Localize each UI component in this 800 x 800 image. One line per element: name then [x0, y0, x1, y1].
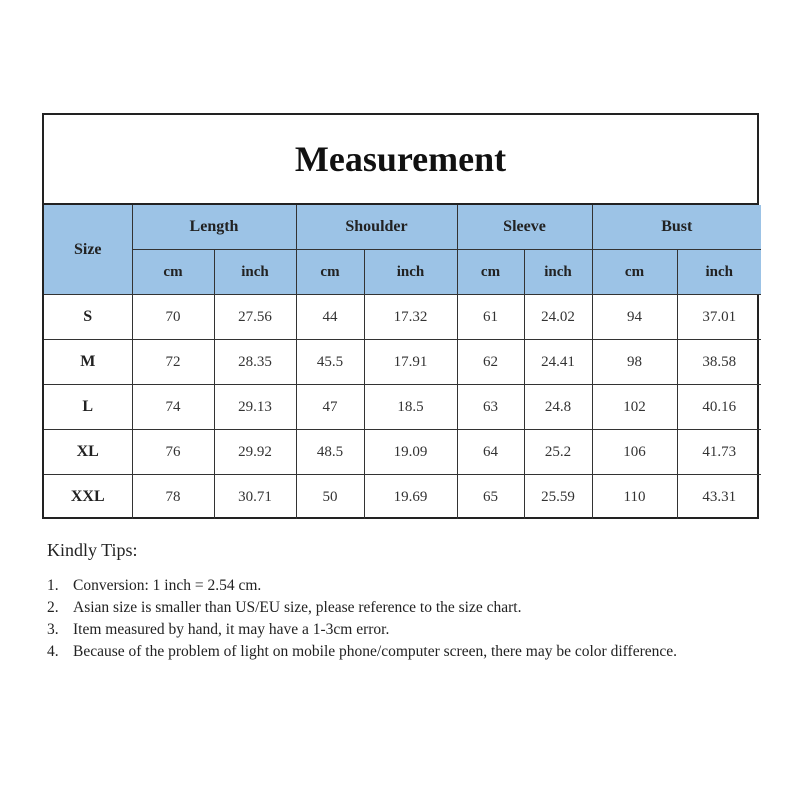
value-cell: 63: [457, 385, 524, 430]
value-cell: 74: [132, 385, 214, 430]
unit-header: cm: [296, 250, 364, 295]
value-cell: 28.35: [214, 340, 296, 385]
value-cell: 106: [592, 430, 677, 475]
value-cell: 25.2: [524, 430, 592, 475]
unit-header: inch: [214, 250, 296, 295]
table-body: [44, 295, 761, 520]
value-cell: 72: [132, 340, 214, 385]
value-cell: 70: [132, 295, 214, 340]
value-cell: 45.5: [296, 340, 364, 385]
unit-header: cm: [592, 250, 677, 295]
value-cell: 78: [132, 475, 214, 520]
tip-item: [47, 641, 727, 663]
value-cell: 40.16: [677, 385, 761, 430]
value-cell: 110: [592, 475, 677, 520]
group-header-length: Length: [132, 205, 296, 250]
value-cell: 102: [592, 385, 677, 430]
tip-number: 1.: [47, 577, 59, 594]
unit-header: inch: [677, 250, 761, 295]
value-cell: 29.13: [214, 385, 296, 430]
size-chart: [42, 113, 759, 519]
unit-header: cm: [457, 250, 524, 295]
table-row: [44, 475, 761, 520]
value-cell: 98: [592, 340, 677, 385]
group-header-shoulder: Shoulder: [296, 205, 457, 250]
value-cell: 41.73: [677, 430, 761, 475]
tips-heading: Kindly Tips:: [47, 540, 138, 560]
value-cell: 44: [296, 295, 364, 340]
tip-item: [47, 619, 727, 641]
value-cell: 24.02: [524, 295, 592, 340]
value-cell: 48.5: [296, 430, 364, 475]
tip-text: Conversion: 1 inch = 2.54 cm.: [73, 577, 262, 594]
value-cell: 94: [592, 295, 677, 340]
tip-text: Because of the problem of light on mobile phone/computer screen, there may be color difference.: [73, 643, 677, 660]
value-cell: 50: [296, 475, 364, 520]
unit-header: cm: [132, 250, 214, 295]
table-row: [44, 295, 761, 340]
unit-header: inch: [524, 250, 592, 295]
value-cell: 29.92: [214, 430, 296, 475]
tip-text: Asian size is smaller than US/EU size, please reference to the size chart.: [73, 599, 522, 616]
value-cell: 37.01: [677, 295, 761, 340]
chart-title: Measurement: [44, 115, 757, 205]
value-cell: 76: [132, 430, 214, 475]
value-cell: 38.58: [677, 340, 761, 385]
size-cell: L: [44, 385, 132, 430]
unit-header: inch: [364, 250, 457, 295]
table-row: [44, 385, 761, 430]
tips-list: [47, 575, 727, 663]
size-cell: XXL: [44, 475, 132, 520]
value-cell: 27.56: [214, 295, 296, 340]
value-cell: 30.71: [214, 475, 296, 520]
value-cell: 19.09: [364, 430, 457, 475]
tip-item: [47, 597, 727, 619]
value-cell: 43.31: [677, 475, 761, 520]
value-cell: 18.5: [364, 385, 457, 430]
tip-number: 2.: [47, 599, 59, 616]
tip-text: Item measured by hand, it may have a 1-3cm error.: [73, 621, 390, 638]
tip-number: 3.: [47, 621, 59, 638]
value-cell: 47: [296, 385, 364, 430]
tip-item: [47, 575, 727, 597]
value-cell: 17.91: [364, 340, 457, 385]
table-row: [44, 340, 761, 385]
group-header-bust: Bust: [592, 205, 761, 250]
value-cell: 24.8: [524, 385, 592, 430]
size-column-header: Size: [44, 205, 132, 295]
group-header-sleeve: Sleeve: [457, 205, 592, 250]
unit-header-row: [44, 250, 761, 295]
size-cell: S: [44, 295, 132, 340]
value-cell: 62: [457, 340, 524, 385]
value-cell: 61: [457, 295, 524, 340]
value-cell: 19.69: [364, 475, 457, 520]
size-table: [44, 205, 761, 519]
size-cell: M: [44, 340, 132, 385]
kindly-tips: [47, 540, 727, 663]
table-header: [44, 205, 761, 295]
value-cell: 25.59: [524, 475, 592, 520]
value-cell: 64: [457, 430, 524, 475]
value-cell: 65: [457, 475, 524, 520]
table-row: [44, 430, 761, 475]
value-cell: 17.32: [364, 295, 457, 340]
size-cell: XL: [44, 430, 132, 475]
tip-number: 4.: [47, 643, 59, 660]
value-cell: 24.41: [524, 340, 592, 385]
